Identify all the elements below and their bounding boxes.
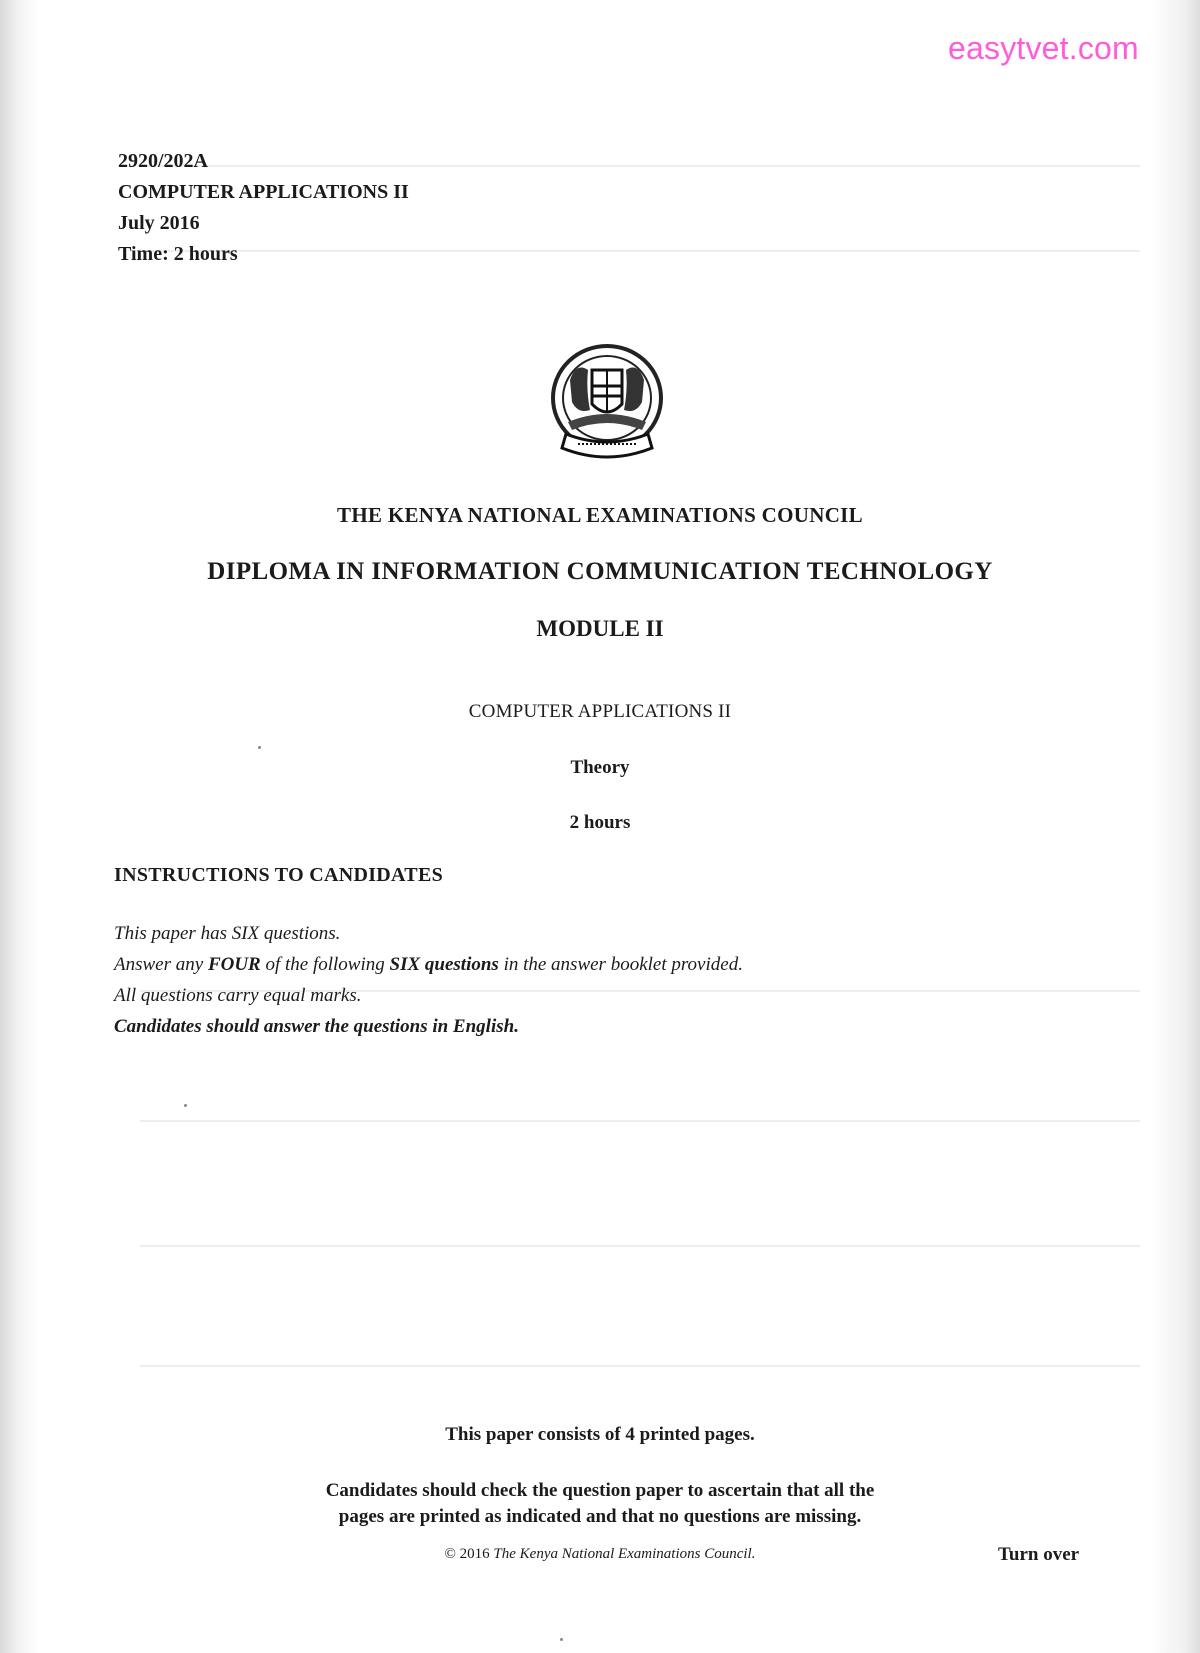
check-note-line: Candidates should check the question paper to ascertain that all the <box>325 1480 875 1501</box>
bleed-through-line <box>140 1245 1140 1247</box>
scan-speck <box>258 746 261 749</box>
paper-header <box>118 146 409 270</box>
exam-date: July 2016 <box>118 212 200 234</box>
bleed-through-line <box>140 1120 1140 1122</box>
copyright-holder: The Kenya National Examinations Council. <box>493 1546 756 1562</box>
scan-speck <box>560 1638 563 1641</box>
instruction-text: Answer any <box>114 954 208 975</box>
instruction-item: All questions carry equal marks. <box>114 985 362 1006</box>
paper-type: Theory <box>570 757 630 778</box>
page-count-note: This paper consists of 4 printed pages. <box>445 1424 755 1445</box>
instruction-text: of the following <box>260 954 390 975</box>
turn-over-note: Turn over <box>998 1544 1080 1565</box>
instruction-item: This paper has SIX questions. <box>114 923 341 944</box>
instruction-item: Candidates should answer the questions in English. <box>114 1016 519 1037</box>
course-name: COMPUTER APPLICATIONS II <box>118 181 409 203</box>
paper-title: COMPUTER APPLICATIONS II <box>468 701 732 722</box>
module-title: MODULE II <box>536 616 664 641</box>
site-watermark: easytvet.com <box>948 30 1139 66</box>
institution-name: THE KENYA NATIONAL EXAMINATIONS COUNCIL <box>337 503 863 527</box>
time-allowed: Time: 2 hours <box>118 243 238 265</box>
coat-of-arms-icon <box>548 340 666 470</box>
programme-title: DIPLOMA IN INFORMATION COMMUNICATION TECHNOLOGY <box>207 558 993 585</box>
paper-duration: 2 hours <box>569 812 631 833</box>
scan-speck <box>184 1104 187 1107</box>
check-note-line: pages are printed as indicated and that no questions are missing. <box>338 1506 862 1527</box>
instructions-heading: INSTRUCTIONS TO CANDIDATES <box>114 864 444 886</box>
instruction-item <box>114 949 743 980</box>
copyright-year: © 2016 <box>444 1546 494 1562</box>
instruction-emphasis: FOUR <box>207 954 261 975</box>
instruction-emphasis: SIX questions <box>389 954 499 975</box>
bleed-through-line <box>140 1365 1140 1367</box>
instructions-list <box>114 918 743 1042</box>
check-note <box>0 1478 1200 1530</box>
paper-code: 2920/202A <box>118 150 208 172</box>
instruction-text: in the answer booklet provided. <box>498 954 743 975</box>
